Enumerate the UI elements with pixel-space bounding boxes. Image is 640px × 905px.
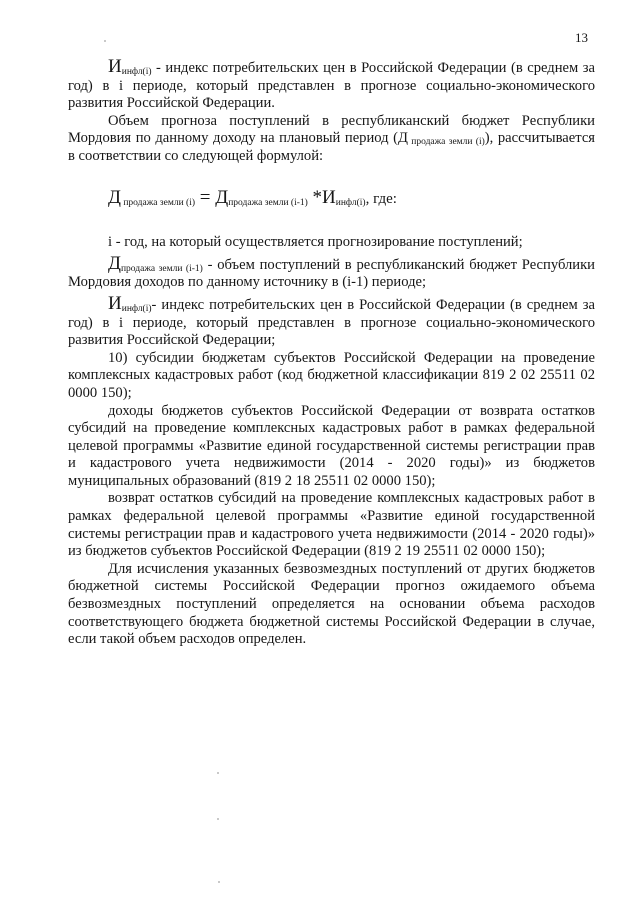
paragraph-text: Для исчисления указанных безвозмездных поступлений от других бюджетов бюджетной системы Российской Федерации прогноз ожидаемого объема безвозмездных поступлений определяется на основании объема расходов соответствующего бюджета бюджетной системы Российской Федерации в случае, если такой объем расходов определен. (68, 560, 595, 648)
paragraph-subsidy-returns (68, 490, 595, 560)
paragraph-text: - объем поступлений в республиканский бюджет Республики Мордовия доходов по данному источнику в (i-1) периоде; (68, 256, 595, 291)
paragraph-text: - индекс потребительских цен в Российской Федерации (в среднем за год) в i периоде, который представлен в прогнозе социально-экономического развития Российской Федерации. (68, 60, 595, 112)
formula-d-left: Д (108, 186, 121, 208)
symbol-d: Д (108, 252, 121, 274)
paragraph-text: i - год, на который осуществляется прогнозирование поступлений; (108, 234, 523, 251)
paragraph-previous-receipts (68, 252, 595, 292)
paragraph-text: возврат остатков субсидий на проведение комплексных кадастровых работ в рамках федеральной целевой программы «Развитие единой государственной системы регистрации прав и кадастрового учета недвижимости (2014 - 2020 годы)» из бюджетов субъектов Российской Федерации (819 2 19 25511 02 0000 150); (68, 490, 595, 560)
paragraph-year-definition (68, 234, 595, 252)
formula-sub-left: продажа земли (i) (120, 197, 196, 208)
paragraph-subsidies-10 (68, 350, 595, 403)
page-number: 13 (575, 30, 588, 45)
formula-multiply: *И (307, 186, 336, 208)
paragraph-forecast-volume (68, 113, 595, 166)
scan-speck (217, 772, 219, 774)
paragraph-inflation-index-2 (68, 292, 595, 350)
subscript-infl: инфл(i) (121, 67, 152, 77)
paragraph-text: доходы бюджетов субъектов Российской Федерации от возврата остатков субсидий на проведение комплексных кадастровых работ в рамках федеральной целевой программы «Развитие единой государственной системы регистрации прав и кадастрового учета недвижимости (2014 - 2020 годы)» из бюджетов муниципальных образований (819 2 18 25511 02 0000 150); (68, 402, 595, 489)
formula-sub-infl: инфл(i) (335, 197, 366, 208)
symbol-i: И (108, 56, 122, 77)
paragraph-subsidy-returns-income (68, 403, 595, 491)
formula-d-right: Д (215, 186, 229, 208)
paragraph-text: - индекс потребительских цен в Российской Федерации (в среднем за год) в i периоде, который представлен в прогнозе социально-экономического развития Российской Федерации; (68, 296, 595, 349)
paragraph-calculation-method (68, 561, 595, 649)
formula (108, 186, 595, 209)
paragraph-text: 10) субсидии бюджетам субъектов Российской Федерации на проведение комплексных кадастровых работ (код бюджетной классификации 819 2 02 25511 02 0000 150); (68, 349, 595, 401)
scan-speck (104, 40, 106, 42)
paragraph-inflation-index (68, 58, 595, 113)
formula-equals: = (195, 186, 216, 208)
paragraph-text: Объем прогноза поступлений в республиканский бюджет Республики Мордовия по данному доходу на плановый период (Д (68, 112, 595, 147)
document-body (68, 58, 595, 649)
symbol-i: И (108, 292, 122, 314)
scan-speck (218, 881, 220, 883)
scan-speck (217, 818, 219, 820)
formula-sub-right: продажа земли (i-1) (228, 197, 308, 208)
subscript-infl: инфл(i) (121, 303, 152, 314)
formula-tail: , где: (365, 190, 397, 207)
paragraph-text-tail: ), рассчитывается в соответствии со следующей формулой: (68, 130, 596, 164)
subscript-land-sale: продажа земли (i) (407, 137, 485, 148)
subscript-land-sale-prev: продажа земли (i-1) (120, 263, 203, 274)
